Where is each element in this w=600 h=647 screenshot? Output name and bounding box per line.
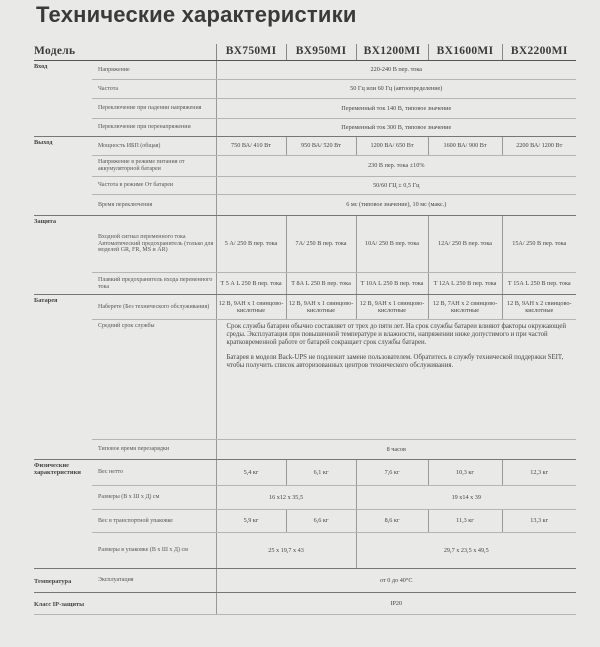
header-row [34,44,576,61]
spec-value: Переменный ток 300 В, типовое значение [216,119,576,137]
section-label: Защита [34,216,92,295]
spec-value: Т 12А L 250 В пер. тока [428,273,502,295]
spec-value: 7,6 кг [356,460,428,486]
spec-value: 29,7 x 23,5 x 49,5 [356,533,576,569]
spec-row [34,80,576,99]
model-name: BX1600MI [428,44,502,61]
battery-life-text: Срок службы батареи обычно составляет от трех до пяти лет. На срок службы батареи влияют факторы окружающей среды. Эксплуатация при повышенной температуре и влажности, напряжении ниже допустимого и при частой кратковременной работе от батарей сокращает срок службы батареи. [226,323,567,346]
spec-value: 8,6 кг [356,510,428,533]
param-label: Переключение при падении напряжения [92,99,216,119]
spec-value: 7А/ 250 В пер. тока [286,216,356,273]
spec-value: 19 x14 x 39 [356,486,576,510]
spec-value: 13,3 кг [502,510,576,533]
section-label: Выход [34,137,92,216]
model-name: BX750MI [216,44,286,61]
param-label: Размеры в упаковке (В x Ш x Д) см [92,533,216,569]
spec-row [34,486,576,510]
param-label: Плавкий предохранитель входа переменного тока [92,273,216,295]
param-label: Частота [92,80,216,99]
spec-row [34,460,576,486]
spec-row [34,533,576,569]
spec-value: 12,3 кг [502,460,576,486]
spec-value: Т 5 А L 250 В пер. тока [216,273,286,295]
spec-value: 750 ВА/ 410 Вт [216,137,286,156]
param-label: Средний срок службы [92,320,216,440]
spec-value: Т 10А L 250 В пер. тока [356,273,428,295]
spec-row [34,510,576,533]
model-name: BX950MI [286,44,356,61]
spec-value: 5 А/ 250 В пер. тока [216,216,286,273]
spec-value: 5,4 кг [216,460,286,486]
spec-row [34,273,576,295]
spec-row [34,119,576,137]
battery-service-text: Батарея в модели Back-UPS не подлежит замене пользователем. Обратитесь в службу технической поддержки SEIT, чтобы получить список авторизованных центров технического обслуживания. [226,354,564,370]
spec-row [34,99,576,119]
spec-value: 50/60 ГЦ ± 0,5 Гц [216,177,576,195]
param-label: Эксплуатация [92,569,216,593]
model-name: BX1200MI [356,44,428,61]
section-label: Физические характеристики [34,460,92,569]
spec-value: 15А/ 250 В пер. тока [502,216,576,273]
spec-row [34,320,576,440]
spec-value: IP20 [216,593,576,615]
param-label: Мощность ИБП (общая) [92,137,216,156]
section-label: Температура [34,569,92,593]
spec-value: 8 часов [216,440,576,460]
param-label: Переключение при перенапряжении [92,119,216,137]
spec-value: 220-240 В пер. тока [216,61,576,80]
spec-value: 12 В, 9АН x 1 свинцово-кислотные [216,295,286,320]
spec-value: 6,6 кг [286,510,356,533]
param-label: Вес нетто [92,460,216,486]
spec-value: 950 ВА/ 520 Вт [286,137,356,156]
param-label: Размеры (В x Ш x Д) см [92,486,216,510]
param-label: Напряжение [92,61,216,80]
spec-value: 12А/ 250 В пер. тока [428,216,502,273]
param-label: Частота в режиме От батареи [92,177,216,195]
spec-value [216,320,576,440]
spec-row [34,295,576,320]
section-label: Класс IP-защиты [34,593,92,615]
spec-row [34,440,576,460]
param-label: Типовое время перезарядки [92,440,216,460]
section-label: Вход [34,61,92,137]
spec-value: 6 мс (типовое значение), 10 мс (макс.) [216,195,576,216]
param-label [92,593,216,615]
spec-value: 6,1 кг [286,460,356,486]
spec-table [34,44,576,615]
spec-row [34,137,576,156]
model-name: BX2200MI [502,44,576,61]
spec-value: 12 В, 7АН x 2 свинцово-кислотные [428,295,502,320]
spec-value: 16 x12 x 35,5 [216,486,356,510]
spec-value: 1600 ВА/ 900 Вт [428,137,502,156]
spec-value: Т 8А L 250 В пер. тока [286,273,356,295]
param-label: Время переключения [92,195,216,216]
spec-value: 50 Гц или 60 Гц (автоопределение) [216,80,576,99]
spec-value: 11,3 кг [428,510,502,533]
section-label: Батарея [34,295,92,460]
spec-value: от 0 до 40°С [216,569,576,593]
spec-value: Переменный ток 140 В, типовое значение [216,99,576,119]
spec-value: 10А/ 250 В пер. тока [356,216,428,273]
spec-row [34,195,576,216]
spec-value: 12 В, 9АН x 1 свинцово-кислотные [286,295,356,320]
param-label: Вес в транспортной упаковке [92,510,216,533]
spec-row [34,177,576,195]
param-label: Наберете (Без технического обслуживания) [92,295,216,320]
spec-value: 25 x 19,7 x 43 [216,533,356,569]
spec-value: 230 В пер. тока ±10% [216,156,576,177]
spec-value: Т 15А L 250 В пер. тока [502,273,576,295]
spec-value: 2200 ВА/ 1200 Вт [502,137,576,156]
page-title: Технические характеристики [36,2,357,27]
spec-value: 12 В, 9АН x 1 свинцово-кислотные [356,295,428,320]
spec-row [34,156,576,177]
spec-row [34,569,576,593]
model-label: Модель [34,44,216,61]
spec-value: 5,9 кг [216,510,286,533]
spec-row [34,593,576,615]
param-label: Напряжение в режиме питания от аккумуляторной батареи [92,156,216,177]
spec-value: 12 В, 9АН x 2 свинцово-кислотные [502,295,576,320]
spec-value: 10,3 кг [428,460,502,486]
spec-row [34,216,576,273]
param-label: Входной сигнал переменного тока Автоматический предохранитель (только для моделей GR, FR, MS и AR) [92,216,216,273]
spec-value: 1200 ВА/ 650 Вт [356,137,428,156]
spec-row [34,61,576,80]
